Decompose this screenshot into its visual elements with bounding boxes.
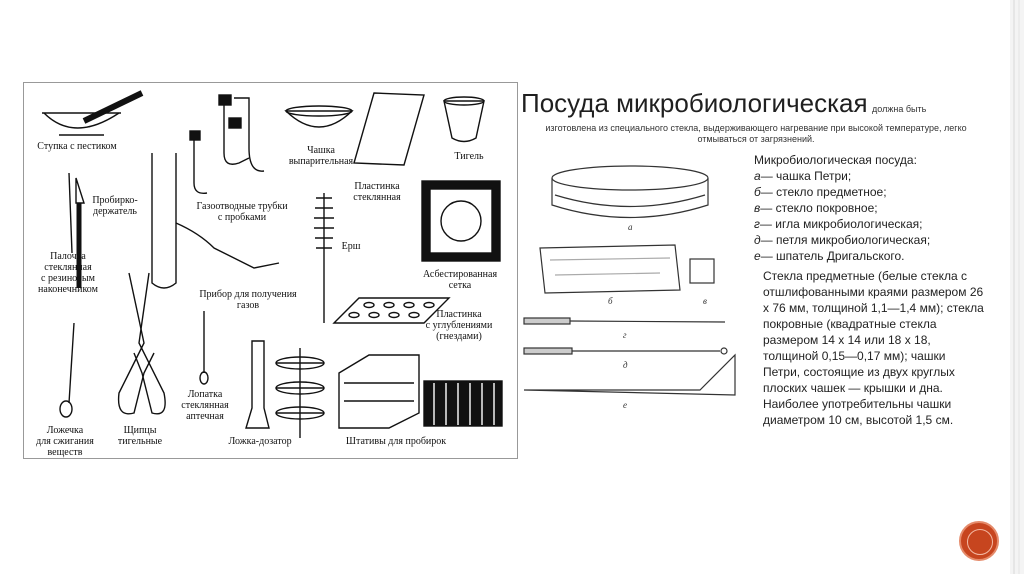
legend-item [754, 200, 994, 216]
microbiology-illustration [520, 150, 750, 425]
fig-letter-v: в [703, 296, 707, 306]
labware-illustration [23, 82, 518, 459]
label-tigel: Тигель [454, 151, 484, 162]
legend-text: — шпатель Дригальского. [760, 249, 905, 263]
microbiology-drawing [520, 150, 750, 425]
label-lopatka: Лопатка стеклянная аптечная [181, 389, 229, 422]
legend-text: — стекло предметное; [760, 185, 887, 199]
fig-letter-e: е [623, 400, 627, 410]
legend-item [754, 168, 994, 184]
legend-letter: д [754, 233, 761, 247]
slide-nav-button[interactable] [959, 521, 999, 561]
legend-text: — чашка Петри; [760, 169, 852, 183]
legend-letter: е [754, 249, 761, 263]
title-main: Посуда микробиологическая [521, 88, 868, 118]
label-plastinka: Пластинка стеклянная [353, 181, 401, 203]
label-shchipcy: Щипцы тигельные [117, 425, 163, 447]
legend-text: — стекло покровное; [760, 201, 878, 215]
legend-heading: Микробиологическая посуда: [754, 153, 917, 167]
legend-item [754, 216, 994, 232]
legend-text: — петля микробиологическая; [760, 233, 931, 247]
fig-letter-b: б [608, 296, 613, 306]
legend-item [754, 232, 994, 248]
label-stupka: Ступка с пестиком [37, 141, 117, 152]
legend-letter: а [754, 169, 761, 183]
label-gazootvod: Газоотводные трубки с пробками [196, 201, 288, 223]
fig-letter-a: а [628, 222, 633, 232]
label-probirko: Пробирко- держатель [92, 195, 138, 217]
slide-subtitle: изготовлена из специального стекла, выдерживающего нагревание при высокой температуре, легко отмываться от загрязнений. [545, 123, 967, 144]
slide-title [521, 88, 991, 119]
label-lozhechka: Ложечка для сжигания веществ [36, 425, 94, 458]
label-palochka: Палочка стеклянная с резиновым наконечником [38, 251, 98, 295]
label-shtativy: Штативы для пробирок [345, 436, 447, 447]
legend-item [754, 248, 994, 264]
fig-letter-g: г [623, 330, 627, 340]
legend-letter: б [754, 185, 761, 199]
legend-item [754, 184, 994, 200]
label-pribor: Прибор для получения газов [199, 289, 297, 311]
label-lozhka-doz: Ложка-дозатор [228, 436, 292, 447]
legend-text: — игла микробиологическая; [759, 217, 923, 231]
fig-letter-d: д [623, 360, 628, 370]
description-text: Стекла предметные (белые стекла с отшлифованными краями размером 26 х 76 мм, толщиной 1,1—1,4 мм); стекла покровные (квадратные стекла размером 14 х 14 или 18 х 18, толщиной 0,15—0,17 мм); чашки Петри, состоящие из двух круглых плоских чашек — крышки и дна. Наиболее употребительны чашки диаметром 10 см, высотой 1,5 см. [763, 269, 984, 427]
label-plastinka-ugl: Пластинка с углублениями (гнездами) [425, 309, 493, 342]
legend [754, 152, 994, 264]
right-edge-stripe [1010, 0, 1024, 574]
label-chashka: Чашка выпарительная [288, 145, 354, 167]
legend-letter: г [754, 217, 760, 231]
legend-letter: в [754, 201, 761, 215]
label-asbest: Асбестированная сетка [422, 269, 498, 291]
title-small: должна быть [872, 104, 927, 114]
label-ersh: Ерш [341, 241, 361, 252]
